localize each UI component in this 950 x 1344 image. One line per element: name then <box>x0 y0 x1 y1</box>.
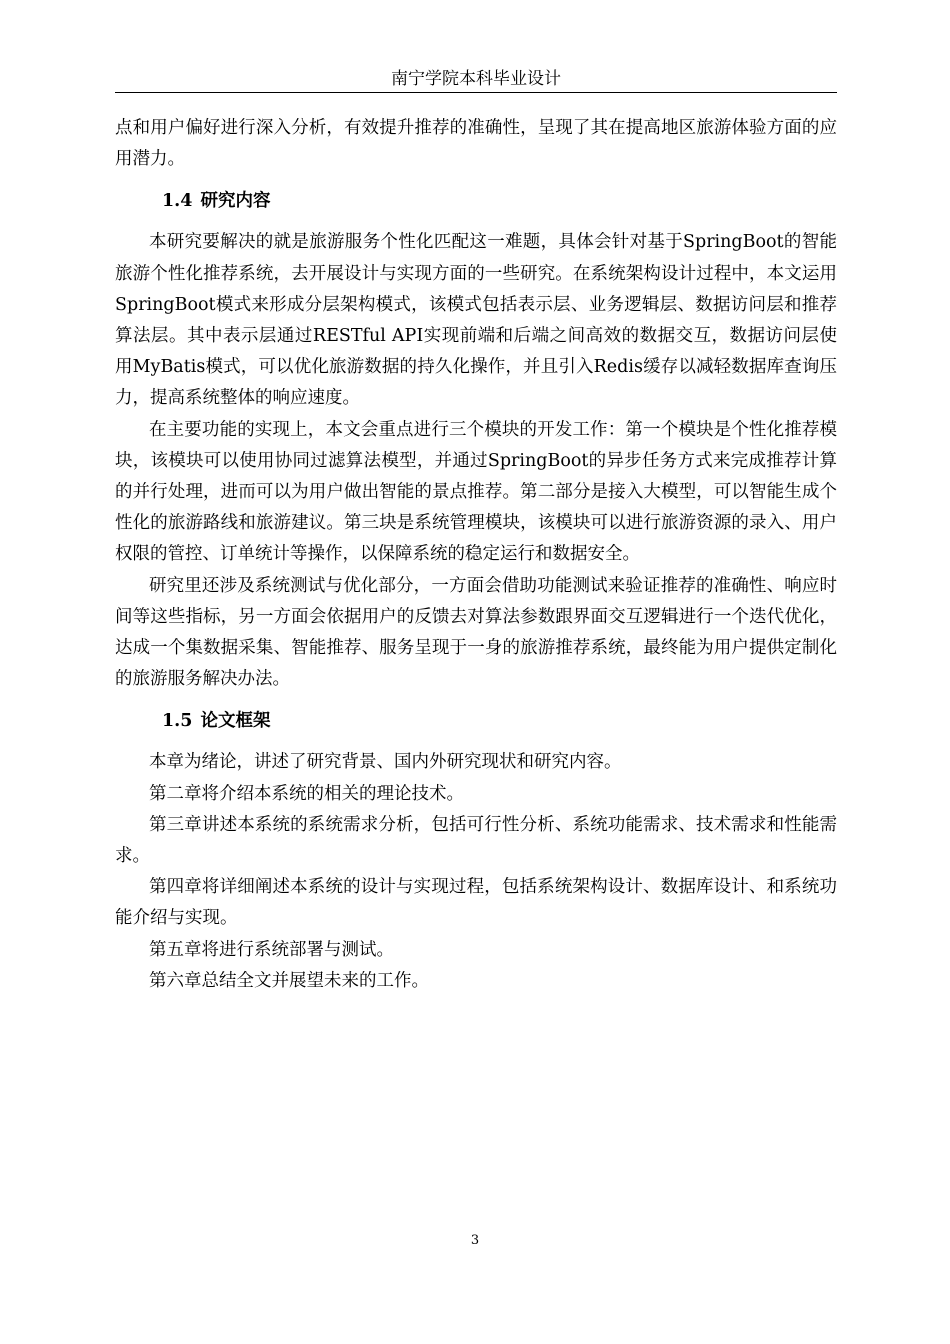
paragraph: 研究里还涉及系统测试与优化部分，一方面会借助功能测试来验证推荐的准确性、响应时间等这些指标，另一方面会依据用户的反馈去对算法参数跟界面交互逻辑进行一个迭代优化，达成一个集数据采集、智能推荐、服务呈现于一身的旅游推荐系统，最终能为用户提供定制化的旅游服务解决办法。 <box>115 575 837 690</box>
paragraph: 第六章总结全文并展望未来的工作。 <box>149 970 429 991</box>
page-number: 3 <box>470 1233 480 1248</box>
document-body <box>115 113 837 997</box>
paragraph-continuation: 点和用户偏好进行深入分析，有效提升推荐的准确性，呈现了其在提高地区旅游体验方面的应用潜力。 <box>115 118 837 170</box>
page-header-title: 南宁学院本科毕业设计 <box>391 69 561 89</box>
section-number: 1.5 <box>162 711 193 732</box>
paragraph: 本章为绪论，讲述了研究背景、国内外研究现状和研究内容。 <box>149 752 622 773</box>
paragraph: 第五章将进行系统部署与测试。 <box>149 939 394 960</box>
paragraph: 第四章将详细阐述本系统的设计与实现过程，包括系统架构设计、数据库设计、和系统功能介绍与实现。 <box>115 877 837 929</box>
section-title: 论文框架 <box>200 711 271 732</box>
section-heading-1-4 <box>115 185 837 217</box>
paragraph: 第三章讲述本系统的系统需求分析，包括可行性分析、系统功能需求、技术需求和性能需求。 <box>115 814 837 867</box>
section-title: 研究内容 <box>200 191 271 212</box>
paragraph: 本研究要解决的就是旅游服务个性化匹配这一难题，具体会针对基于SpringBoot的智能旅游个性化推荐系统，去开展设计与实现方面的一些研究。在系统架构设计过程中，本文运用SpringBoot模式来形成分层架构模式，该模式包括表示层、业务逻辑层、数据访问层和推荐算法层。其中表示层通过RESTful API实现前端和后端之间高效的数据交互，数据访问层使用MyBatis模式，可以优化旅游数据的持久化操作，并且引入Redis缓存以减轻数据库查询压力，提高系统整体的响应速度。 <box>115 232 837 409</box>
paragraph: 在主要功能的实现上，本文会重点进行三个模块的开发工作：第一个模块是个性化推荐模块，该模块可以使用协同过滤算法模型，并通过SpringBoot的异步任务方式来完成推荐计算的并行处理，进而可以为用户做出智能的景点推荐。第二部分是接入大模型，可以智能生成个性化的旅游路线和旅游建议。第三块是系统管理模块，该模块可以进行旅游资源的录入、用户权限的管控、订单统计等操作，以保障系统的稳定运行和数据安全。 <box>115 419 837 565</box>
section-heading-1-5 <box>115 705 837 737</box>
section-number: 1.4 <box>162 191 193 212</box>
header-divider <box>115 92 837 93</box>
paragraph: 第二章将介绍本系统的相关的理论技术。 <box>149 783 464 804</box>
